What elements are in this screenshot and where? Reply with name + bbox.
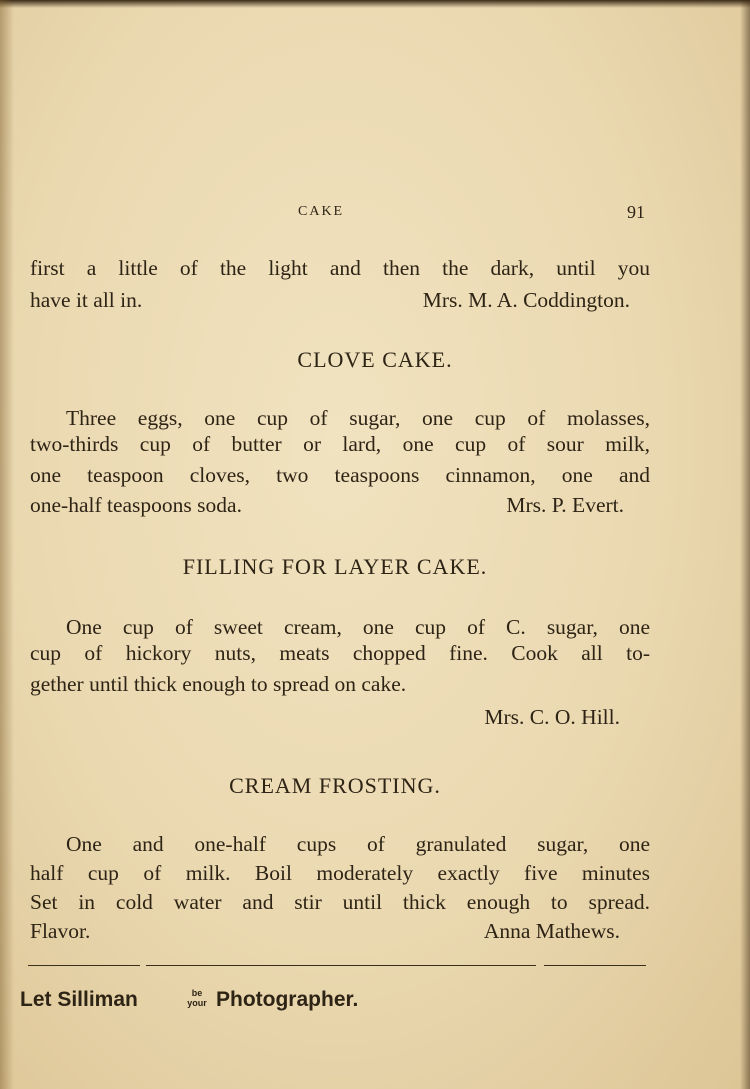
clove-cake-signature: Mrs. P. Evert.: [506, 493, 624, 517]
cream-frosting-line-3: Set in cold water and stir until thick enough to spread.: [30, 890, 650, 914]
intro-line-1: first a little of the light and then the dark, until you: [30, 256, 650, 280]
clove-cake-title: CLOVE CAKE.: [297, 347, 453, 372]
divider-segment-right: [544, 965, 646, 966]
filling-signature: Mrs. C. O. Hill.: [484, 705, 620, 729]
footer-divider: [28, 965, 648, 969]
page-shadow-top: [0, 0, 750, 8]
cream-frosting-signature: Anna Mathews.: [483, 919, 620, 943]
advert-small-bottom: your: [187, 998, 207, 1008]
page-gutter-shadow: [0, 0, 14, 1089]
advertisement: [20, 988, 620, 1028]
filling-line-1: One cup of sweet cream, one cup of C. sugar, one: [66, 615, 650, 639]
clove-cake-line-2: two-thirds cup of butter or lard, one cup of sour milk,: [30, 432, 650, 456]
cream-frosting-line-4-text: Flavor.: [30, 919, 91, 943]
page-header: [0, 202, 750, 226]
clove-cake-line-4: [30, 489, 624, 521]
cream-frosting-line-2: half cup of milk. Boil moderately exactly five minutes: [30, 861, 650, 885]
intro-signature: Mrs. M. A. Coddington.: [422, 288, 630, 312]
divider-segment-middle: [146, 965, 536, 966]
advert-text-right: Photographer.: [216, 988, 359, 1011]
filling-title: FILLING FOR LAYER CAKE.: [182, 554, 488, 579]
cream-frosting-line-4: [30, 915, 620, 947]
clove-cake-line-3: one teaspoon cloves, two teaspoons cinnamon, one and: [30, 463, 650, 487]
cream-frosting-line-1: One and one-half cups of granulated sugar, one: [66, 832, 650, 856]
filling-line-3: gether until thick enough to spread on cake.: [30, 672, 407, 696]
intro-line-2: [30, 284, 630, 316]
intro-line-2-text: have it all in.: [30, 288, 143, 312]
advert-text-small: [184, 988, 210, 1008]
advert-text-left: Let Silliman: [20, 988, 138, 1011]
page-shadow-right: [740, 0, 750, 1089]
running-head: CAKE: [298, 204, 345, 219]
cream-frosting-title: CREAM FROSTING.: [229, 773, 441, 798]
filling-line-2: cup of hickory nuts, meats chopped fine. Cook all to-: [30, 641, 650, 665]
advert-small-top: be: [191, 988, 203, 998]
page-number: 91: [627, 202, 645, 222]
clove-cake-line-1: Three eggs, one cup of sugar, one cup of molasses,: [66, 406, 650, 430]
clove-cake-line-4-text: one-half teaspoons soda.: [30, 493, 242, 517]
divider-segment-left: [28, 965, 140, 966]
